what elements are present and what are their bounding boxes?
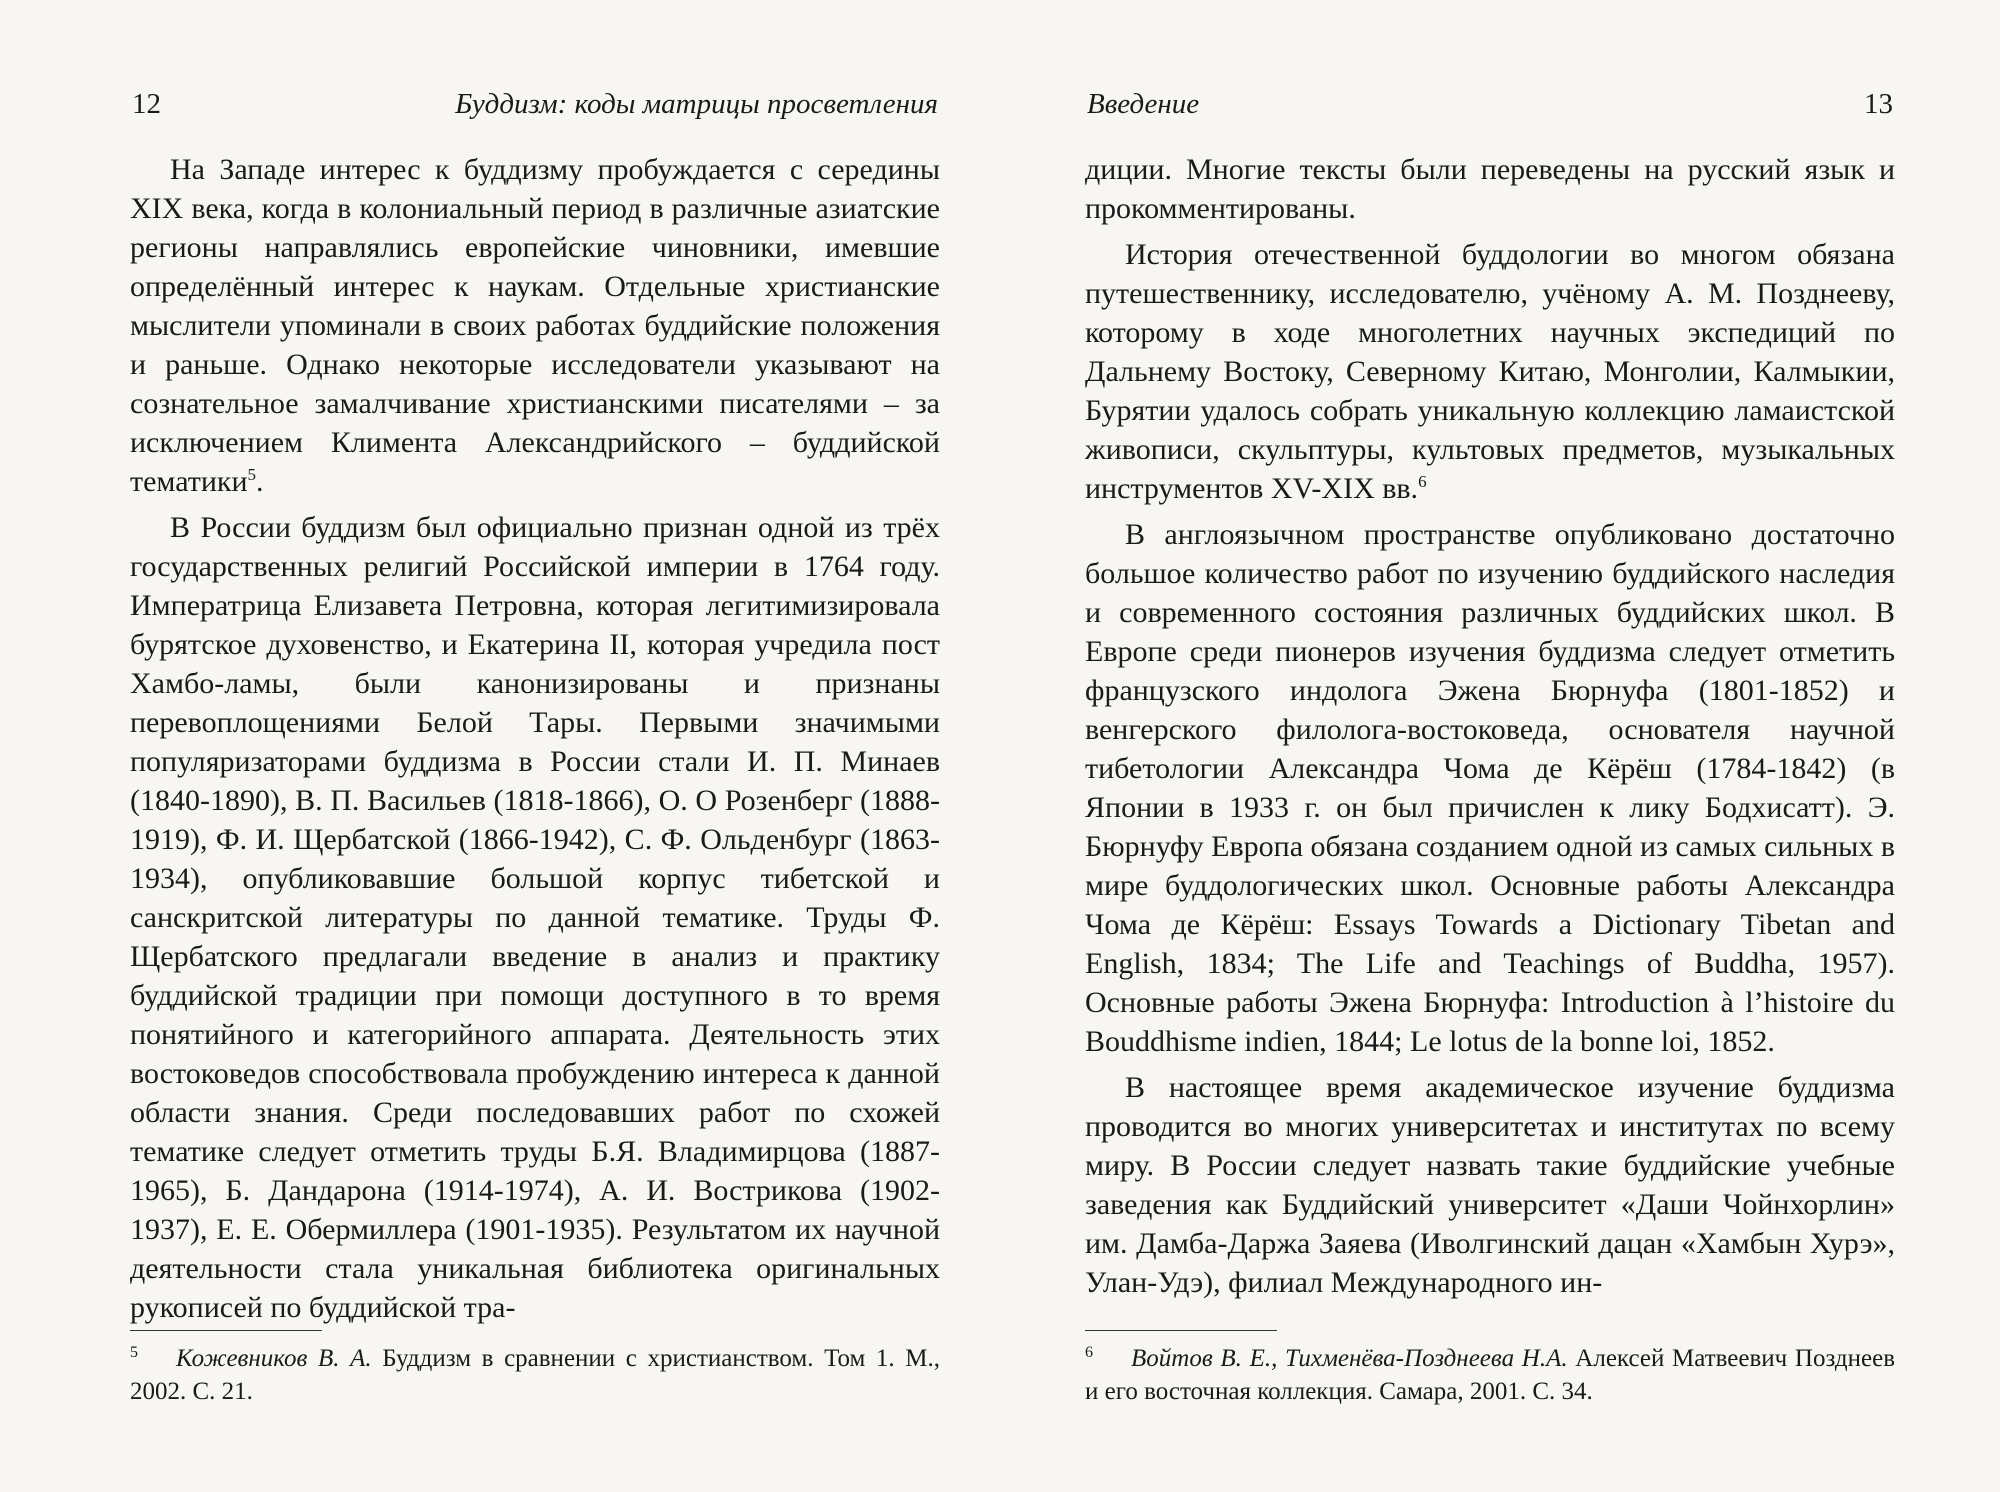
- right-footnote-rule: [1085, 1330, 1277, 1331]
- right-page-number: 13: [1864, 88, 1893, 120]
- footnote-ref-5: 5: [247, 465, 257, 484]
- right-footnote-text: Алексей Матвеевич Позднеев и его восточная коллекция. Самара, 2001. С. 34.: [1085, 1345, 1896, 1405]
- right-paragraph-1: диции. Многие тексты были переведены на русский язык и прокомментированы.: [1085, 153, 1895, 225]
- left-paragraph-2: В России буддизм был официально признан одной из трёх государственных религий Российской империи в 1764 году. Императрица Елизавета Петровна, которая легитимизировала бурятское духовенство, и Екатерина II, которая учредила пост Хамбо-ламы, были канонизированы и признаны перевоплощениями Белой Тары. Первыми значимыми популяризаторами буддизма в России стали И. П. Минаев (1840-1890), В. П. Васильев (1818-1866), О. О Розенберг (1888-1919), Ф. И. Щербатской (1866-1942), С. Ф. Ольденбург (1863-1934), опубликовавшие большой корпус тибетской и санскритской литературы по данной тематике. Труды Ф. Щербатского предлагали введение в анализ и практику буддийской традиции при помощи доступного в то время понятийного и категорийного аппарата. Деятельность этих востоковедов способствовала пробуждению интереса к данной области знания. Среди последовавших работ по схожей тематике следует отметить труды Б.Я. Владимирцова (1887-1965), Б. Дандарона (1914-1974), А. И. Вострикова (1902-1937), Е. Е. Обермиллера (1901-1935). Результатом их научной деятельности стала уникальная библиотека оригинальных рукописей по буддийской тра-: [130, 511, 940, 1324]
- right-page: [1085, 0, 1895, 1492]
- right-footnote-author: Войтов В. Е., Тихменёва-Позднеева Н.А.: [1131, 1345, 1568, 1372]
- right-paragraph-2-text: История отечественной буддологии во многом обязана путешественнику, исследователю, учёному А. М. Позднееву, которому в ходе многолетних научных экспедиций по Дальнему Востоку, Северному Китаю, Монголии, Калмыкии, Бурятии удалось собрать уникальную коллекцию ламаистской живописи, скульптуры, культовых предметов, музыкальных инструментов XV-XIX вв.: [1085, 238, 1895, 505]
- footnote-ref-6: 6: [1418, 472, 1427, 491]
- right-running-title: Введение: [1087, 88, 1200, 120]
- left-paragraph-1-end: .: [256, 465, 264, 498]
- left-running-title: Буддизм: коды матрицы просветления: [455, 88, 938, 120]
- right-paragraph-3: В англоязычном пространстве опубликовано достаточно большое количество работ по изучению буддийского наследия и современного состояния различных буддийских школ. В Европе среди пионеров изучения буддизма следует отметить французского индолога Эжена Бюрнуфа (1801-1852) и венгерского филолога-востоковеда, основателя научной тибетологии Александра Чома де Кёрёш (1784-1842) (в Японии в 1933 г. он был причислен к лику Бодхисатт). Э. Бюрнуфу Европа обязана созданием одной из самых сильных в мире буддологических школ. Основные работы Александра Чома де Кёрёш: Essays Towards a Dictionary Tibetan and English, 1834; The Life and Teachings of Buddha, 1957). Основные работы Эжена Бюрнуфа: Introduction à l’histoire du Bouddhisme indien, 1844; Le lotus de la bonne loi, 1852.: [1085, 518, 1895, 1058]
- right-paragraph-2: [1085, 235, 1895, 508]
- right-footnote: 6 Войтов В. Е., Тихменёва-Позднеева Н.А. Алексей Матвеевич Позднеев и его восточная коллекция. Самара, 2001. С. 34.: [1085, 1343, 1896, 1405]
- right-running-head: [1085, 88, 1895, 128]
- left-paragraph-1: [130, 150, 940, 501]
- right-paragraph-4: В настоящее время академическое изучение буддизма проводится во многих университетах и институтах по всему миру. В России следует назвать такие буддийские учебные заведения как Буддийский университет «Даши Чойнхорлин» им. Дамба-Даржа Заяева (Иволгинский дацан «Хамбын Хурэ», Улан-Удэ), филиал Международного ин-: [1085, 1071, 1895, 1299]
- left-footnote-rule: [130, 1330, 322, 1331]
- left-page-number: 12: [132, 88, 161, 120]
- left-footnote-author: Кожевников В. А.: [176, 1345, 372, 1372]
- left-footnote-text: Буддизм в сравнении с христианством. Том 1. М., 2002. С. 21.: [130, 1345, 940, 1405]
- left-body-text: [130, 150, 940, 1327]
- left-running-head: [130, 88, 940, 128]
- right-body-text: [1085, 150, 1895, 1302]
- left-paragraph-1-text: На Западе интерес к буддизму пробуждается с середины XIX века, когда в колониальный период в различные азиатские регионы направлялись европейские чиновники, имевшие определённый интерес к наукам. Отдельные христианские мыслители упоминали в своих работах буддийские положения и раньше. Однако некоторые исследователи указывают на сознательное замалчивание христианскими писателями – за исключением Климента Александрийского – буддийской тематики: [130, 153, 940, 498]
- left-page: [130, 0, 940, 1492]
- left-footnote: 5 Кожевников В. А. Буддизм в сравнении с христианством. Том 1. М., 2002. С. 21.: [130, 1343, 940, 1405]
